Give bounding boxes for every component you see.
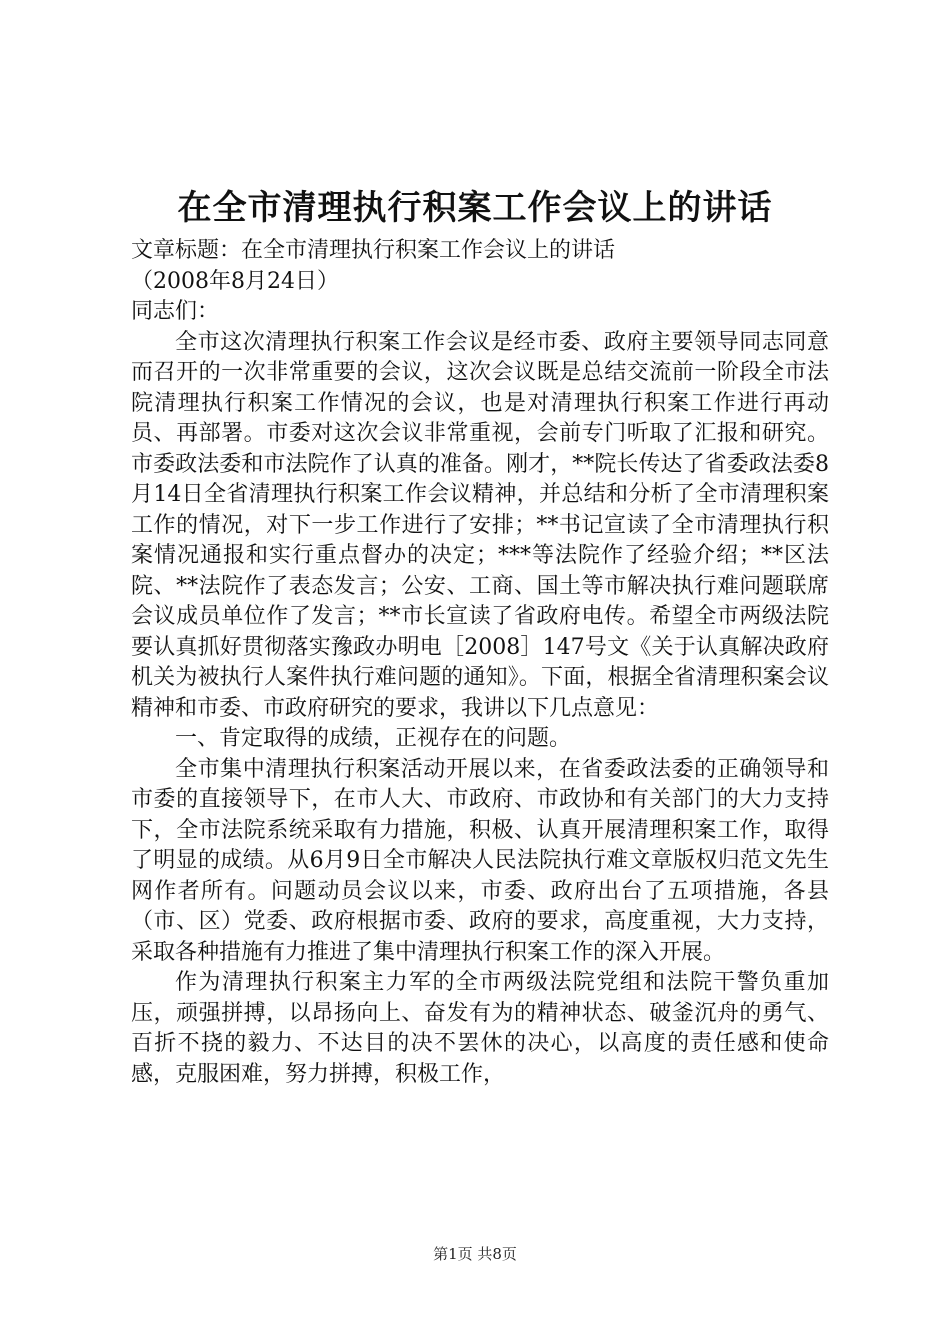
salutation: 同志们：: [131, 299, 220, 324]
speech-date: （2008年8月24日）: [131, 268, 339, 294]
document-title: 在全市清理执行积案工作会议上的讲话: [177, 188, 773, 228]
paragraph: 全市这次清理执行积案工作会议是经市委、政府主要领导同志同意而召开的一次非常重要的会议，这次会议既是总结交流前一阶段全市法院清理执行积案工作情况的会议，也是对清理执行积案工作进行再动员、再部署。市委对这次会议非常重视，会前专门听取了汇报和研究。市委政法委和市法院作了认真的准备。刚才，**院长传达了省委政法委8月14日全省清理执行积案工作会议精神，并总结和分析了全市清理积案工作的情况，对下一步工作进行了安排；**书记宣读了全市清理执行积案情况通报和实行重点督办的决定；***等法院作了经验介绍；**区法院、**法院作了表态发言；公安、工商、国土等市解决执行难问题联席会议成员单位作了发言；**市长宣读了省政府电传。希望全市两级法院要认真抓好贯彻落实豫政办明电［2008］147号文《关于认真解决政府机关为被执行人案件执行难问题的通知》。下面，根据全省清理积案会议精神和市委、市政府研究的要求，我讲以下几点意见：: [131, 329, 829, 721]
paragraph: 全市集中清理执行积案活动开展以来，在省委政法委的正确领导和市委的直接领导下，在市人大、市政府、市政协和有关部门的大力支持下，全市法院系统采取有力措施，积极、认真开展清理积案工作，取得了明显的成绩。从6月9日全市解决人民法院执行难文章版权归范文先生网作者所有。问题动员会议以来，市委、政府出台了五项措施，各县（市、区）党委、政府根据市委、政府的要求，高度重视，大力支持，采取各种措施有力推进了集中清理执行积案工作的深入开展。: [131, 756, 829, 965]
article-label: 文章标题：在全市清理执行积案工作会议上的讲话: [131, 238, 616, 263]
document-body: [131, 236, 829, 1090]
paragraph: 作为清理执行积案主力军的全市两级法院党组和法院干警负重加压，顽强拼搏，以昂扬向上、奋发有为的精神状态、破釜沉舟的勇气、百折不挠的毅力、不达目的决不罢休的决心，以高度的责任感和使命感，克服困难，努力拼搏，积极工作，: [131, 970, 829, 1087]
page-footer: 第1页 共8页: [433, 1245, 517, 1263]
section-heading: 一、肯定取得的成绩，正视存在的问题。: [175, 726, 572, 751]
